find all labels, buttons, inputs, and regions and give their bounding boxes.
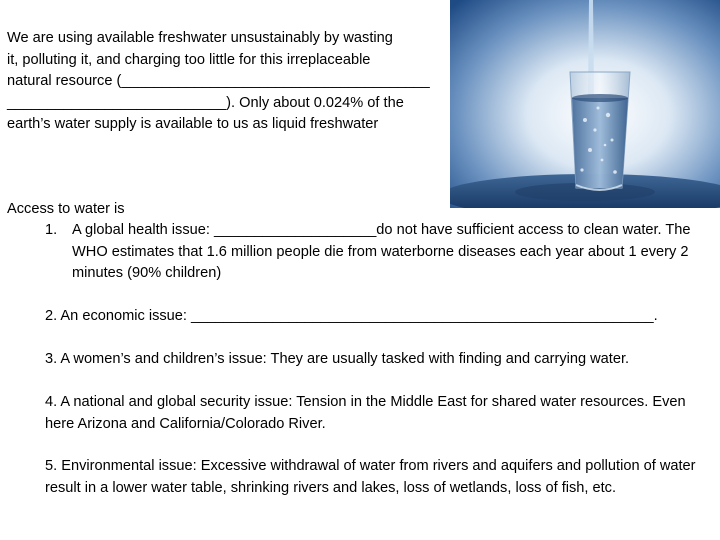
- list-item-health: [45, 220, 713, 285]
- list-item-security: 4. A national and global security issue: Tension in the Middle East for shared water resources. Even here Arizona and California/Colorado River.: [45, 394, 686, 432]
- intro-paragraph: [7, 28, 447, 136]
- list-item-women-children: 3. A women’s and children’s issue: They are usually tasked with finding and carrying water.: [45, 351, 630, 367]
- section-heading: Access to water is: [7, 201, 125, 217]
- intro-line: earth’s water supply is available to us as liquid freshwater: [7, 116, 379, 132]
- water-glass-icon: [450, 0, 720, 208]
- intro-line: ___________________________). Only about 0.024% of the: [7, 94, 404, 111]
- list-item-environmental: 5. Environmental issue: Excessive withdrawal of water from rivers and aquifers and pollution of water result in a lower water table, shrinking rivers and lakes, loss of wetlands, loss of fish, etc.: [45, 458, 696, 496]
- list-item-number: 1.: [45, 222, 58, 238]
- list-item-economic: 2. An economic issue: _________________________________________________________.: [45, 308, 658, 324]
- list-item-text: A global health issue: ____________________do not have sufficient access to clean water. The WHO estimates that 1.6 million people die from waterborne diseases each year about 1 every 2 minutes (90% children): [72, 222, 691, 281]
- intro-line: We are using available freshwater unsustainably by wasting: [7, 30, 393, 46]
- intro-line: natural resource (______________________________________: [7, 73, 430, 89]
- water-glass-photo: [450, 0, 720, 208]
- intro-line: it, polluting it, and charging too little for this irreplaceable: [7, 51, 371, 68]
